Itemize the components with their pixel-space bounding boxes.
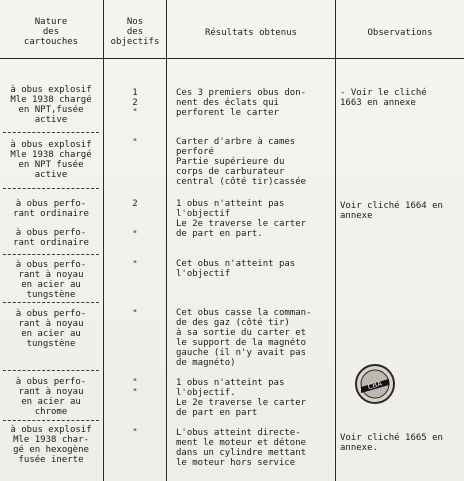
row-nature: à obus explosif Mle 1938 chargé en NPT fusée active [10, 140, 92, 180]
header-divider [0, 58, 464, 59]
row-divider [3, 254, 99, 255]
row-objectifs: " [132, 230, 138, 240]
stamp-text: CBA [366, 379, 383, 392]
row-nature: à obus perfo- rant ordinaire [13, 199, 89, 219]
stamp-seal-icon [354, 363, 396, 405]
row-divider [3, 132, 99, 133]
row-observations: Voir cliché 1665 en annexe. [340, 433, 443, 453]
header-objectifs: Nos des objectifs [110, 17, 160, 47]
row-resultats: Carter d'arbre à cames perforé Partie supérieure du corps de carburateur central (côté tir)cassée [176, 137, 307, 187]
row-observations: Voir cliché 1664 en annexe [340, 201, 443, 221]
row-nature: à obus explosif Mle 1938 char- gé en hexogène fusée inerte [10, 425, 92, 465]
row-divider [3, 370, 99, 371]
row-observations: - Voir le cliché 1663 en annexe [340, 88, 427, 108]
row-resultats: Cet obus n'atteint pas l'objectif [176, 259, 296, 279]
row-nature: à obus perfo- rant à noyau en acier au chrome [15, 377, 87, 417]
row-divider [3, 420, 99, 421]
row-resultats: Cet obus casse la comman- de des gaz (côté tir) à sa sortie du carter et le support de la magnéto gauche (il n'y avait pas de magnéto) [176, 308, 312, 368]
row-objectifs: " [132, 138, 138, 148]
column-divider [166, 0, 167, 481]
row-objectifs: " [132, 309, 138, 319]
row-divider [3, 302, 99, 303]
column-divider [335, 0, 336, 481]
row-objectifs: " [132, 260, 138, 270]
row-nature: à obus perfo- rant ordinaire [13, 228, 89, 248]
row-resultats: 1 obus n'atteint pas l'objectif Le 2e traverse le carter de part en part. [176, 199, 307, 239]
header-resultats: Résultats obtenus [204, 28, 298, 38]
row-objectifs: 1 2 " [132, 88, 138, 118]
row-nature: à obus explosif Mle 1938 chargé en NPT,fusée active [10, 85, 92, 125]
row-nature: à obus perfo- rant à noyau en acier au tungstène [15, 309, 87, 349]
row-nature: à obus perfo- rant à noyau en acier au tungstène [15, 260, 87, 300]
header-nature: Nature des cartouches [23, 17, 79, 47]
row-resultats: Ces 3 premiers obus don- nent des éclats qui perforent le carter [176, 88, 307, 118]
row-divider [3, 188, 99, 189]
row-resultats: L'obus atteint directe- ment le moteur et détone dans un cylindre mettant le moteur hors service [176, 428, 307, 468]
row-resultats: 1 obus n'atteint pas l'objectif. Le 2e traverse le carter de part en part [176, 378, 307, 418]
row-objectifs: 2 [132, 199, 138, 209]
column-divider [103, 0, 104, 481]
row-objectifs: " " [132, 378, 138, 398]
row-objectifs: " [132, 428, 138, 438]
header-observations: Observations [367, 28, 433, 38]
